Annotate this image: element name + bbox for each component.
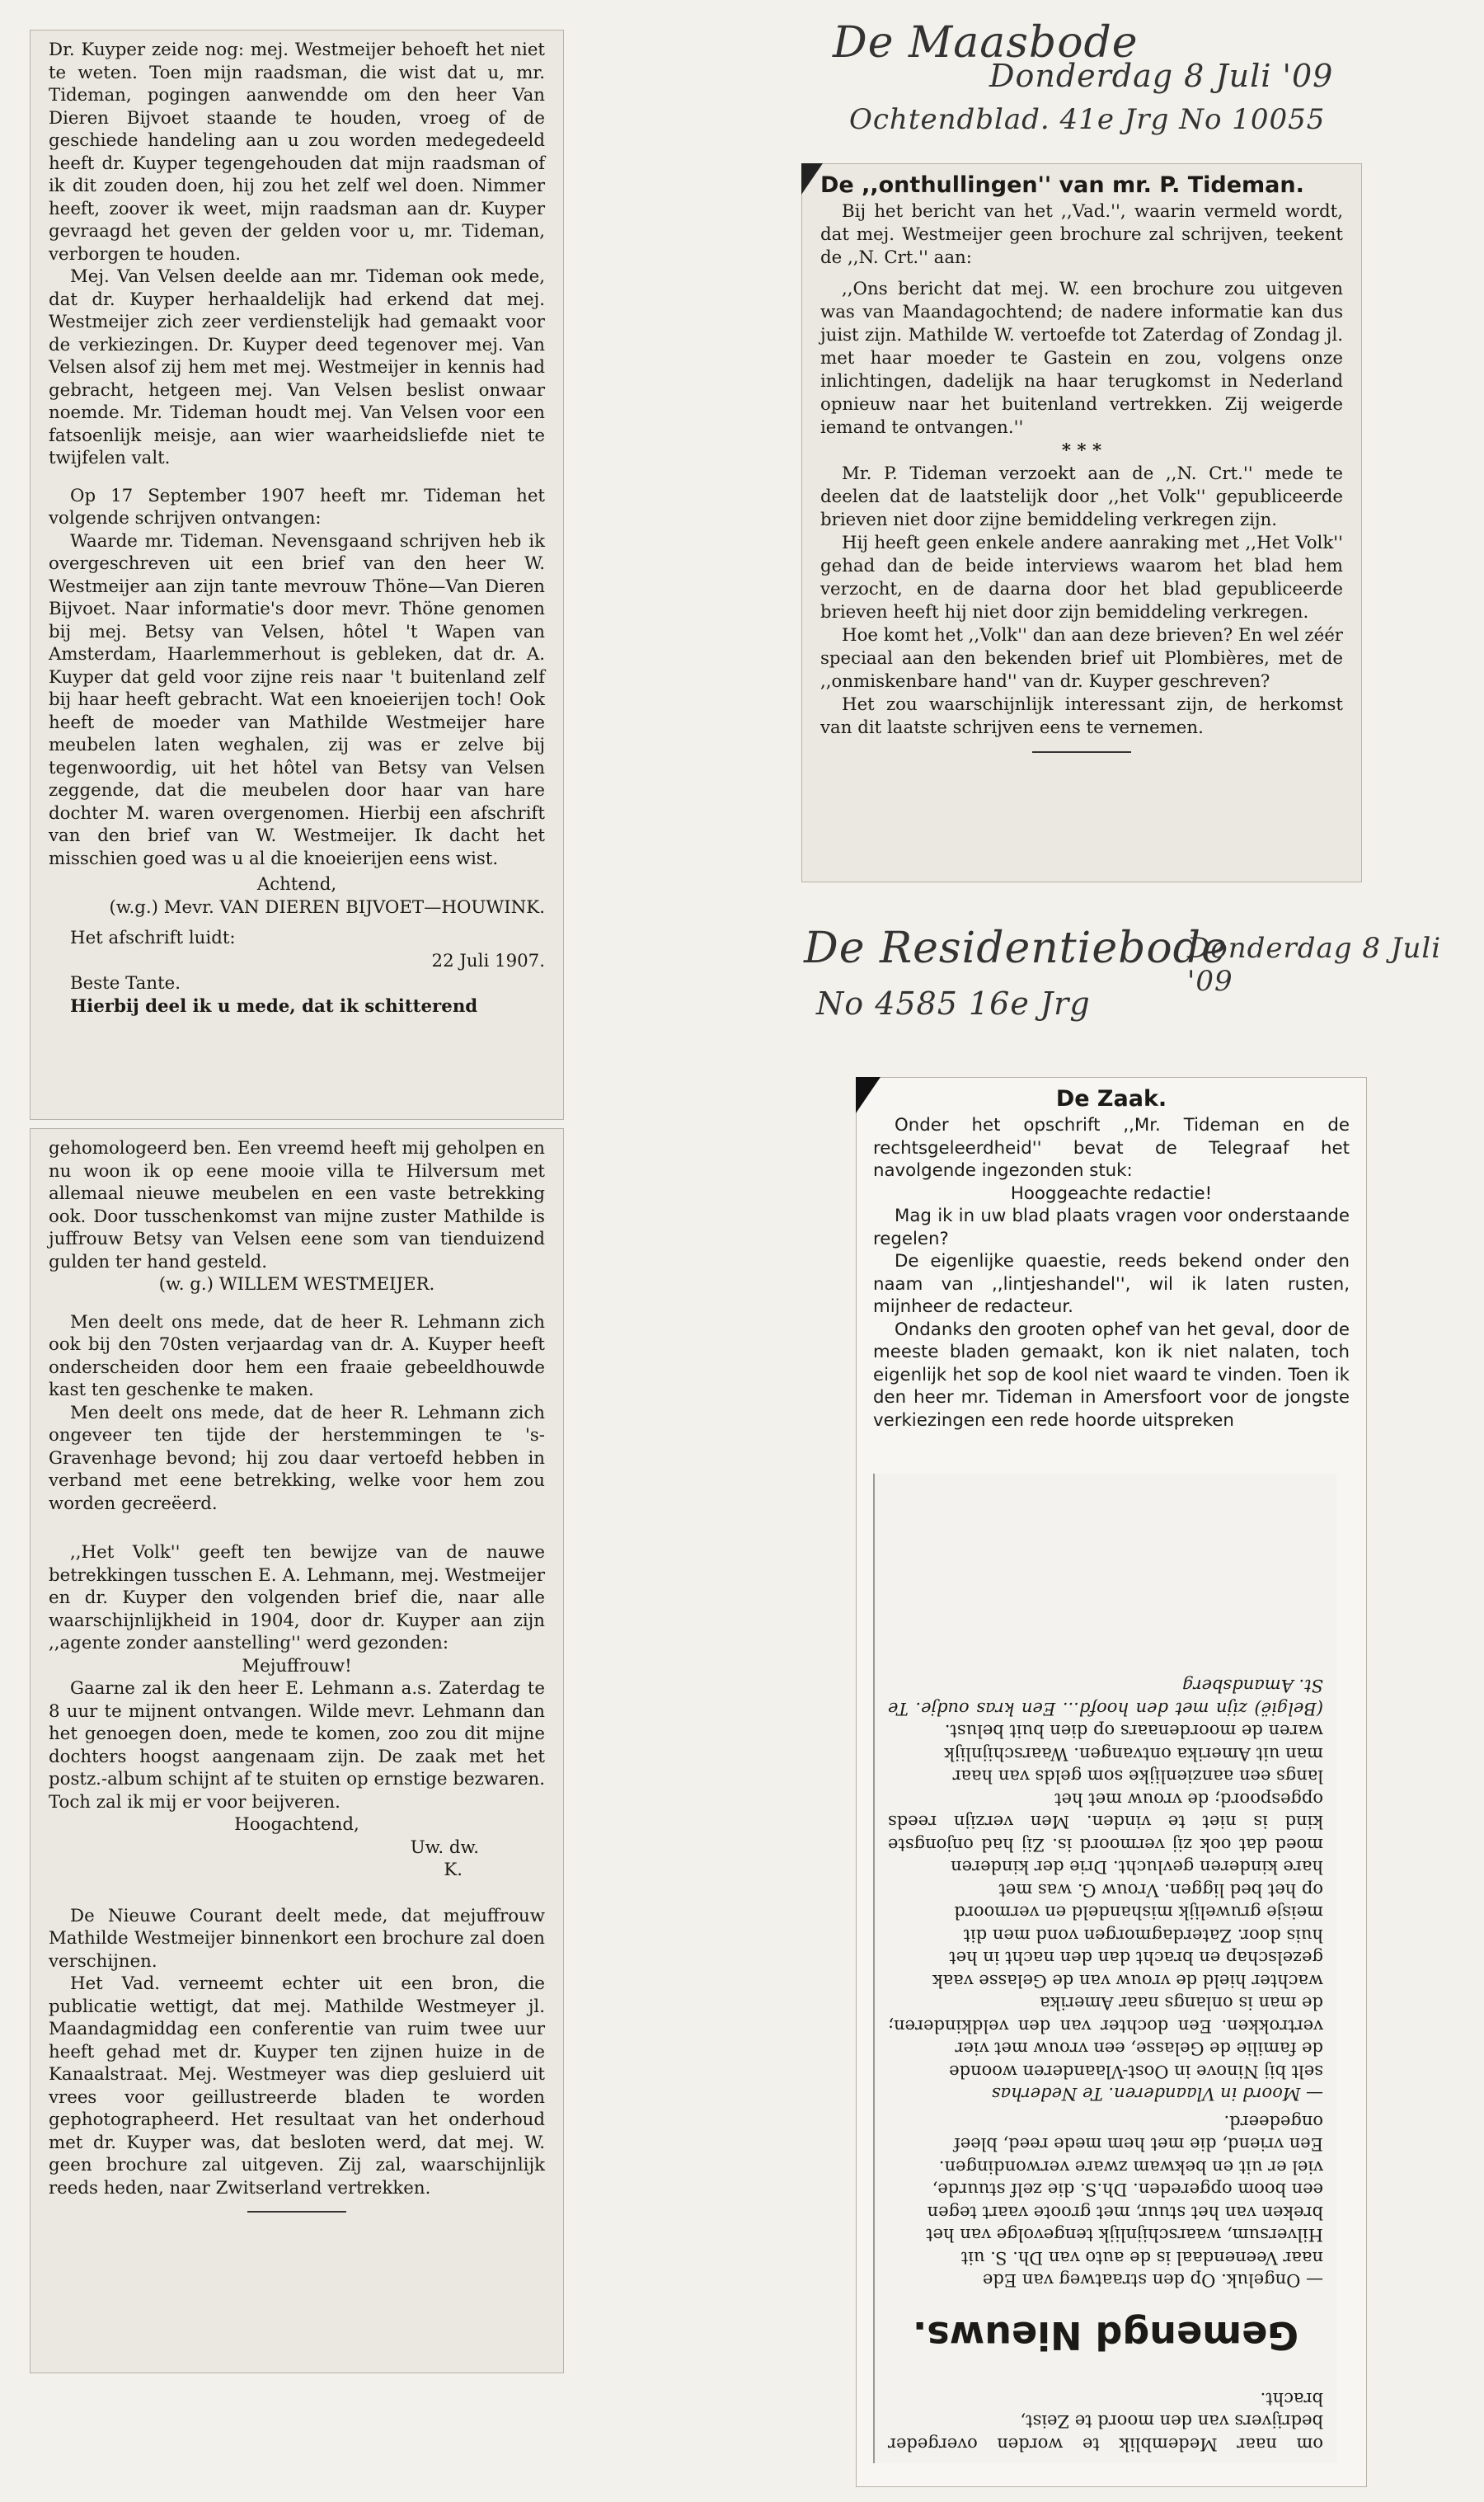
separator-rule xyxy=(247,2211,346,2213)
inverted-line: — Moord in Vlaanderen. Te Nederhas xyxy=(991,2084,1323,2105)
inverted-line: hare kinderen gevlucht. Drie der kinderen xyxy=(951,1857,1323,1878)
inverted-line: de familie de Gelasse, een vrouw met vier xyxy=(955,2039,1323,2059)
inverted-line: man uit Amerika ontvangen. Waarschijnlijk xyxy=(944,1744,1323,1764)
inverted-line: wachter hield de vrouw van de Gelasse vaak xyxy=(932,1971,1323,1991)
inverted-line: breken van het stuur, met groote vaart tegen xyxy=(927,2203,1323,2222)
paragraph: Mag ik in uw blad plaats vragen voor onderstaande regelen? xyxy=(873,1206,1350,1249)
paragraph: Men deelt ons mede, dat de heer R. Lehmann zich ook bij den 70sten verjaardag van dr. A. Kuyper heeft onderscheiden door hem een fraaie gebeeldhouwde kast ten geschenke te maken. xyxy=(49,1311,545,1400)
clipping-left-bottom xyxy=(30,1128,564,2373)
inverted-line: (België) zijn met den hoofd... Een kras oudje. Te St. Amandsberg xyxy=(888,1676,1323,1719)
inverted-line: Hilversum, waarschijnlijk tengevolge van het xyxy=(926,2225,1323,2246)
clipping-left-top xyxy=(30,30,564,1120)
inverted-line: huis door. Zaterdagmorgen vond men dit xyxy=(963,1926,1323,1945)
paragraph: Men deelt ons mede, dat de heer R. Lehmann zich ongeveer ten tijde der herstemmingen te 's-Gravenhage bevond; hij zou daar vertoefd hebben in verband met eene betrekking, welke voor hem zou worden gecreëerd. xyxy=(49,1402,545,1514)
inverted-line: gezelschap en bracht dan den nacht in het xyxy=(949,1948,1323,1968)
clipping-right-bottom xyxy=(856,1077,1367,2487)
letter-salutation: Mejuffrouw! xyxy=(242,1655,352,1677)
paragraph: Hierbij deel ik u mede, dat ik schitterend xyxy=(70,995,478,1017)
inverted-tail-line: om naar Medemblik te worden overgeder bedrijvers van den moord te Zeist, xyxy=(888,2411,1323,2454)
inverted-tail-line: bracht. xyxy=(1260,2389,1323,2409)
article-headline: De ,,onthullingen'' van mr. P. Tideman. xyxy=(820,172,1304,198)
clipping-right-top xyxy=(801,163,1362,882)
handwritten-maasbode-date: Donderdag 8 Juli '09 xyxy=(989,58,1334,94)
inverted-line: moed dat ook zij vermoord is. Zij had onjongste kind is niet te vinden. Men verzijn reeds opgespoord; de vrouw met het xyxy=(888,1789,1323,1855)
inverted-line: op het bed liggen. Vrouw G. was met xyxy=(998,1880,1323,1900)
paragraph: Het Vad. verneemt echter uit een bron, die publicatie wettigt, dat mej. Mathilde Westmeyer jl. Maandagmiddag een conferentie van ruim twee uur heeft gehad met dr. Kuyper ten zijnen huize in de Kanaalstraat. Mej. Westmeyer was diep gesluierd uit vrees voor geillustreerde bladen te worden gephotographeerd. Het resultaat van het onderhoud met dr. Kuyper was, dat besloten werd, dat mej. W. geen brochure zal uitgeven. Zij zal, waarschijnlijk reeds heden, naar Zwitserland vertrekken. xyxy=(49,1973,545,2199)
handwritten-maasbode-edition: Ochtendblad. 41e Jrg No 10055 xyxy=(849,103,1326,136)
letter-initial: K. xyxy=(444,1860,463,1880)
inverted-line: naar Veenendaal is de auto van Dh. S. uit xyxy=(960,2248,1323,2268)
paragraph: Het zou waarschijnlijk interessant zijn, de herkomst van dit laatste schrijven eens te vernemen. xyxy=(820,694,1343,738)
letter-closing: Uw. dw. xyxy=(410,1837,479,1858)
torn-corner xyxy=(801,163,823,195)
handwritten-residentiebode-title: De Residentiebode xyxy=(804,924,1228,973)
inverted-line: — Ongeluk. Op den straatweg van Ede xyxy=(982,2270,1323,2291)
torn-corner xyxy=(856,1077,881,1113)
inverted-line: langs een aanzienlijke som gelds van haar xyxy=(952,1766,1323,1787)
copy-intro: Het afschrift luidt: xyxy=(70,928,236,948)
paragraph: Op 17 September 1907 heeft mr. Tideman het volgende schrijven ontvangen: xyxy=(49,485,545,529)
paragraph: Hij heeft geen enkele andere aanraking met ,,Het Volk'' gehad dan de beide interviews waarom het blad hem verzocht, en de daarna door het blad gepubliceerde brieven heeft hij niet door zijn bemiddeling verkregen. xyxy=(820,533,1343,623)
letter-salutation: Hooggeachte redactie! xyxy=(1010,1183,1213,1204)
letter-signature: (w.g.) Mevr. VAN DIEREN BIJVOET—HOUWINK. xyxy=(109,896,545,918)
handwritten-maasbode-title: De Maasbode xyxy=(833,18,1139,68)
letter-closing: Achtend, xyxy=(256,874,337,895)
inverted-line: meisje gruwelijk mishandeld en vermoord xyxy=(954,1902,1323,1923)
copy-date: 22 Juli 1907. xyxy=(431,950,545,971)
signature: (w. g.) WILLEM WESTMEIJER. xyxy=(158,1274,435,1295)
separator-rule xyxy=(1032,751,1131,753)
letter-salutation: Beste Tante. xyxy=(70,973,181,994)
inverted-line: een boom opgereden. Dh.S. die zelf stuurde, xyxy=(932,2180,1323,2200)
inverted-line: viel er uit en bekwam zware verwondingen. xyxy=(938,2157,1323,2177)
inverted-masthead: Gemengd Nieuws. xyxy=(912,2313,1299,2359)
inverted-clipping-content xyxy=(875,1474,1336,2463)
paragraph: Mr. P. Tideman verzoekt aan de ,,N. Crt.'' mede te deelen dat de laatstelijk door ,,het Volk'' gepubliceerde brieven niet door zijne bemiddeling verkregen zijn. xyxy=(820,463,1343,530)
section-stars: * * * xyxy=(1061,440,1102,461)
paragraph: Dr. Kuyper zeide nog: mej. Westmeijer behoeft het niet te weten. Toen mijn raadsman, die wist dat u, mr. Tideman, pogingen aanwendde om den heer Van Dieren Bijvoet staande te houden, vroeg of de geschiede handeling aan u zou worden medegedeeld heeft dr. Kuyper tegengehouden dat mijn raadsman of ik dit zouden doen, hij zou het zelf wel doen. Nimmer heeft, zoover ik weet, mijn raadsman aan dr. Kuyper gevraagd het geven der gelden voor u, mr. Tideman, verborgen te houden. xyxy=(49,40,545,265)
paragraph: Ondanks den grooten ophef van het geval, door de meeste bladen gemaakt, kon ik niet nalaten, toch eigenlijk het sop de kool niet waard te vinden. Toen ik den heer mr. Tideman in Amersfoort voor de jongste verkiezingen een rede hoorde uitspreken xyxy=(873,1319,1350,1431)
paragraph: ,,Ons bericht dat mej. W. een brochure zou uitgeven was van Maandagochtend; de nadere informatie kan dus juist zijn. Mathilde W. vertoefde tot Zaterdag of Zondag jl. met haar moeder te Gastein en zou, volgens onze inlichtingen, dadelijk na haar terugkomst in Nederland opnieuw naar het buitenland vertrekken. Zij weigerde iemand te ontvangen.'' xyxy=(820,279,1343,438)
paragraph: Waarde mr. Tideman. Nevensgaand schrijven heb ik overgeschreven uit een brief van den heer W. Westmeijer aan zijn tante mevrouw Thöne—Van Dieren Bijvoet. Naar informatie's door mevr. Thöne genomen bij mej. Betsy van Velsen, hôtel 't Wapen van Amsterdam, Haarlemmerhout is gebleken, dat dr. A. Kuyper dat geld voor zijne reis naar 't buitenland zelf bij haar heeft gebracht. Wat een knoeierijen toch! Ook heeft de moeder van Mathilde Westmeijer hare meubelen laten weghalen, zij was er zelve bij tegenwoordig, uit het hôtel van Betsy van Velsen zeggende, dat die meubelen door haar van hare dochter M. waren overgenomen. Hierbij een afschrift van den brief van W. Westmeijer. Ik dacht het misschien goed was u al die knoeierijen eens wist. xyxy=(49,530,545,869)
article-headline: De Zaak. xyxy=(1055,1086,1167,1112)
inverted-clipping xyxy=(873,1474,1336,2463)
inverted-line: Een vriend, die met hem mede reed, bleef xyxy=(954,2134,1323,2155)
inverted-line: selt bij Ninove in Oost-Vlaanderen woonde xyxy=(949,2062,1323,2081)
paragraph: Mej. Van Velsen deelde aan mr. Tideman ook mede, dat dr. Kuyper herhaaldelijk had erkend dat mej. Westmeijer zich zeer verdienstelijk had gemaakt voor de verkiezingen. Dr. Kuyper deed tegenover mej. Van Velsen alsof zij hem met mej. Westmeijer in kennis had gebracht, hetgeen mej. Van Velsen beslist onwaar noemde. Mr. Tideman houdt mej. Van Velsen voor een fatsoenlijk meisje, aan wier waarheidsliefde niet te twijfelen valt. xyxy=(49,266,545,468)
inverted-line: vertrokken. Een dochter van den veldkinderen; de man is onlangs naar Amerika xyxy=(888,1993,1323,2036)
letter-closing: Hoogachtend, xyxy=(234,1814,359,1835)
paragraph: ,,Het Volk'' geeft ten bewijze van de nauwe betrekkingen tusschen E. A. Lehmann, mej. Westmeijer en dr. Kuyper den volgenden brief die, naar alle waarschijnlijkheid in 1904, door dr. Kuyper aan zijn ,,agente zonder aanstelling'' werd gezonden: xyxy=(49,1542,545,1653)
paragraph: De eigenlijke quaestie, reeds bekend onder den naam van ,,lintjeshandel'', wil ik laten rusten, mijnheer de redacteur. xyxy=(873,1251,1350,1317)
paragraph: Bij het bericht van het ,,Vad.'', waarin vermeld wordt, dat mej. Westmeijer geen brochure zal schrijven, teekent de ,,N. Crt.'' aan: xyxy=(820,201,1343,268)
inverted-line: waren de moordenaars op dien buit belust. xyxy=(944,1721,1323,1742)
handwritten-residentiebode-number: No 4585 16e Jrg xyxy=(816,985,1091,1022)
inverted-line: ongedeerd. xyxy=(1223,2112,1323,2132)
handwritten-residentiebode-date: Donderdag 8 Juli '09 xyxy=(1187,932,1442,998)
paragraph: Hoe komt het ,,Volk'' dan aan deze brieven? En wel zéér speciaal aan den bekenden brief uit Plombières, met de ,,onmiskenbare hand'' van dr. Kuyper geschreven? xyxy=(820,625,1343,692)
paragraph: De Nieuwe Courant deelt mede, dat mejuffrouw Mathilde Westmeijer binnenkort een brochure zal doen verschijnen. xyxy=(49,1905,545,1972)
paragraph: Onder het opschrift ,,Mr. Tideman en de rechtsgeleerdheid'' bevat de Telegraaf het navolgende ingezonden stuk: xyxy=(873,1115,1350,1181)
letter-body: Gaarne zal ik den heer E. Lehmann a.s. Zaterdag te 8 uur te mijnent ontvangen. Wilde mevr. Lehmann dan het genoegen doen, mede te komen, zoo zou dit mijne dochters hoogst aangenaam zijn. De zaak met het postz.-album schijnt af te stuiten op ernstige bezwaren. Toch zal ik mij er voor beijveren. xyxy=(49,1678,545,1813)
paragraph: gehomologeerd ben. Een vreemd heeft mij geholpen en nu woon ik op eene mooie villa te Hilversum met allemaal nieuwe meubelen en een vaste betrekking ook. Door tusschenkomst van mijne zuster Mathilde is juffrouw Betsy van Velsen eene som van tienduizend gulden ter hand gesteld. xyxy=(49,1138,545,1272)
